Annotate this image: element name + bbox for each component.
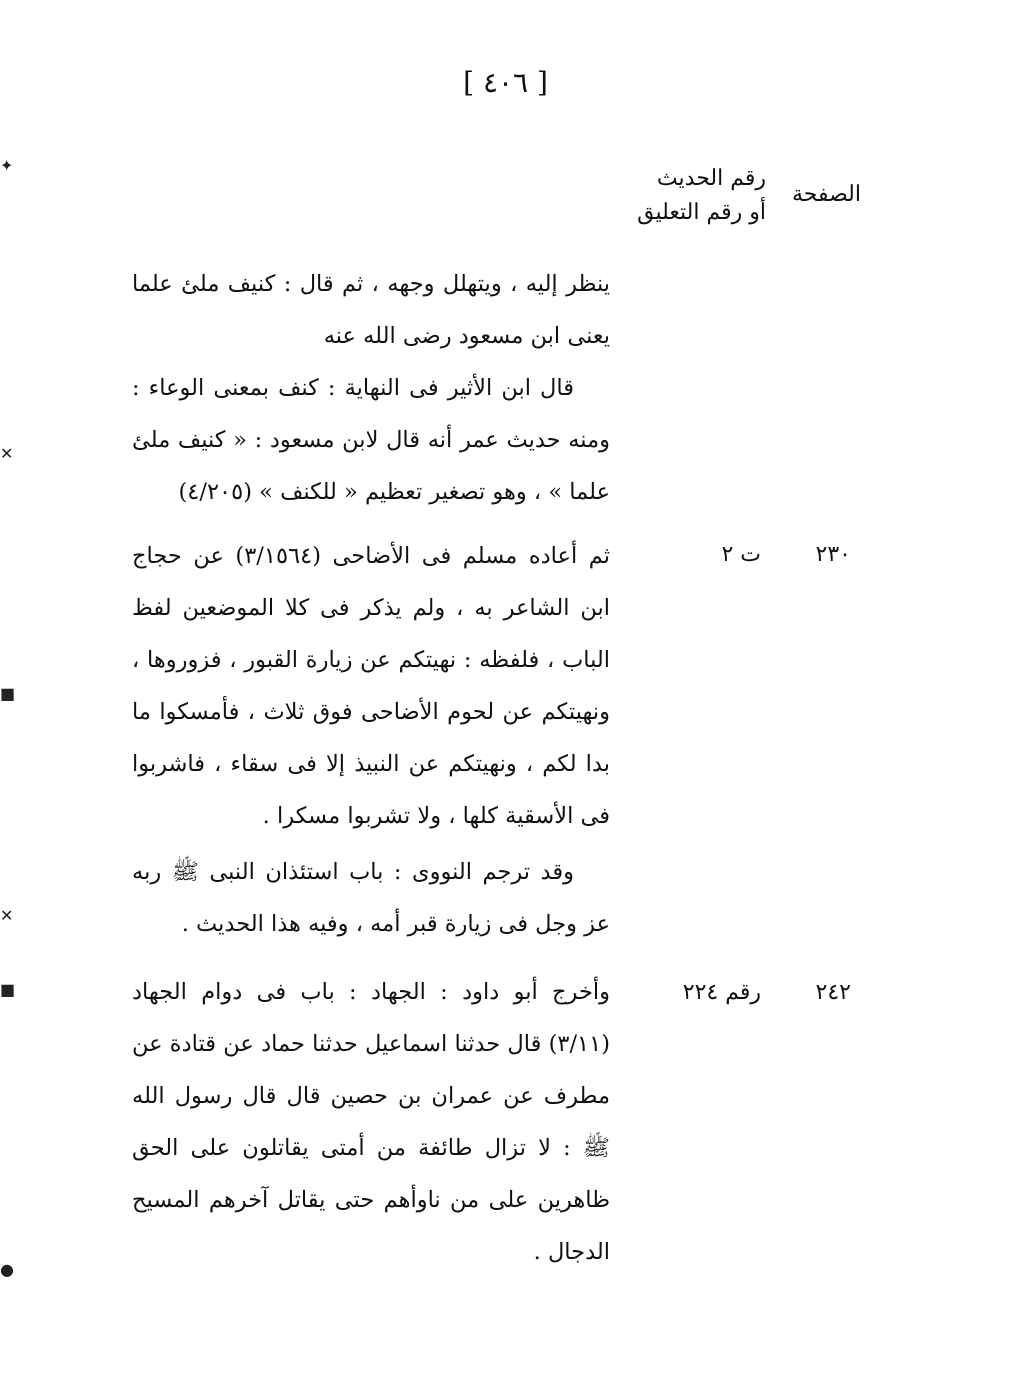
entry-0-paragraph-0: ينظر إليه ، ويتهلل وجهه ، ثم قال : كنيف ملئ علما يعنى ابن مسعود رضى الله عنه (132, 271, 610, 349)
entry-0-paragraph-1: قال ابن الأثير فى النهاية : كنف بمعنى الوعاء : ومنه حديث عمر أنه قال لابن مسعود : « كنيف ملئ علما » ، وهو تصغير تعظيم « للكنف » (٤/٢٠٥) (132, 375, 610, 505)
entry-1-paragraph-1: وقد ترجم النووى : باب استئذان النبى ﷺ ربه عز وجل فى زيارة قبر أمه ، وفيه هذا الحديث . (132, 859, 610, 937)
entry-1-hadith-ref: ت ٢ (721, 542, 761, 567)
scan-edge-mark: ● (0, 1260, 14, 1279)
column-header-hadith-ref-line1: رقم الحديث (656, 166, 766, 191)
scan-edge-mark: ■ (0, 980, 16, 999)
entry-1-paragraph-0: ثم أعاده مسلم فى الأضاحى (٣/١٥٦٤) عن حجاج ابن الشاعر به ، ولم يذكر فى كلا الموضعين لفظ الباب ، فلفظه : نهيتكم عن زيارة القبور ، فزوروها ، ونهيتكم عن لحوم الأضاحى فوق ثلاث ، فأمسكوا ما بدا لكم ، ونهيتكم عن النبيذ إلا فى سقاء ، فاشربوا فى الأسقية كلها ، ولا تشربوا مسكرا . (132, 543, 610, 829)
column-header-page: الصفحة (791, 182, 861, 207)
scan-edge-mark: ✕ (0, 444, 14, 463)
entry-2-hadith-ref: رقم ٢٢٤ (682, 980, 761, 1005)
entry-2-paragraph-0: وأخرج أبو داود : الجهاد : باب فى دوام الجهاد (٣/١١) قال حدثنا اسماعيل حدثنا حماد عن قتادة عن مطرف عن عمران بن حصين قال قال رسول الله ﷺ : لا تزال طائفة من أمتى يقاتلون على الحق ظاهرين على من ناوأهم حتى يقاتل آخرهم المسيح الدجال . (132, 979, 610, 1265)
column-header-hadith-ref-line2: أو رقم التعليق (637, 200, 766, 225)
entry-1-page-number: ٢٣٠ (815, 542, 851, 567)
scan-edge-mark: ✕ (0, 906, 14, 925)
column-header-hadith-ref (566, 162, 766, 230)
page-number: [ ٤٠٦ ] (463, 66, 548, 99)
scan-edge-mark: ✦ (0, 156, 14, 175)
entry-2-page-number: ٢٤٢ (815, 980, 851, 1005)
scan-edge-mark: ■ (0, 684, 16, 703)
